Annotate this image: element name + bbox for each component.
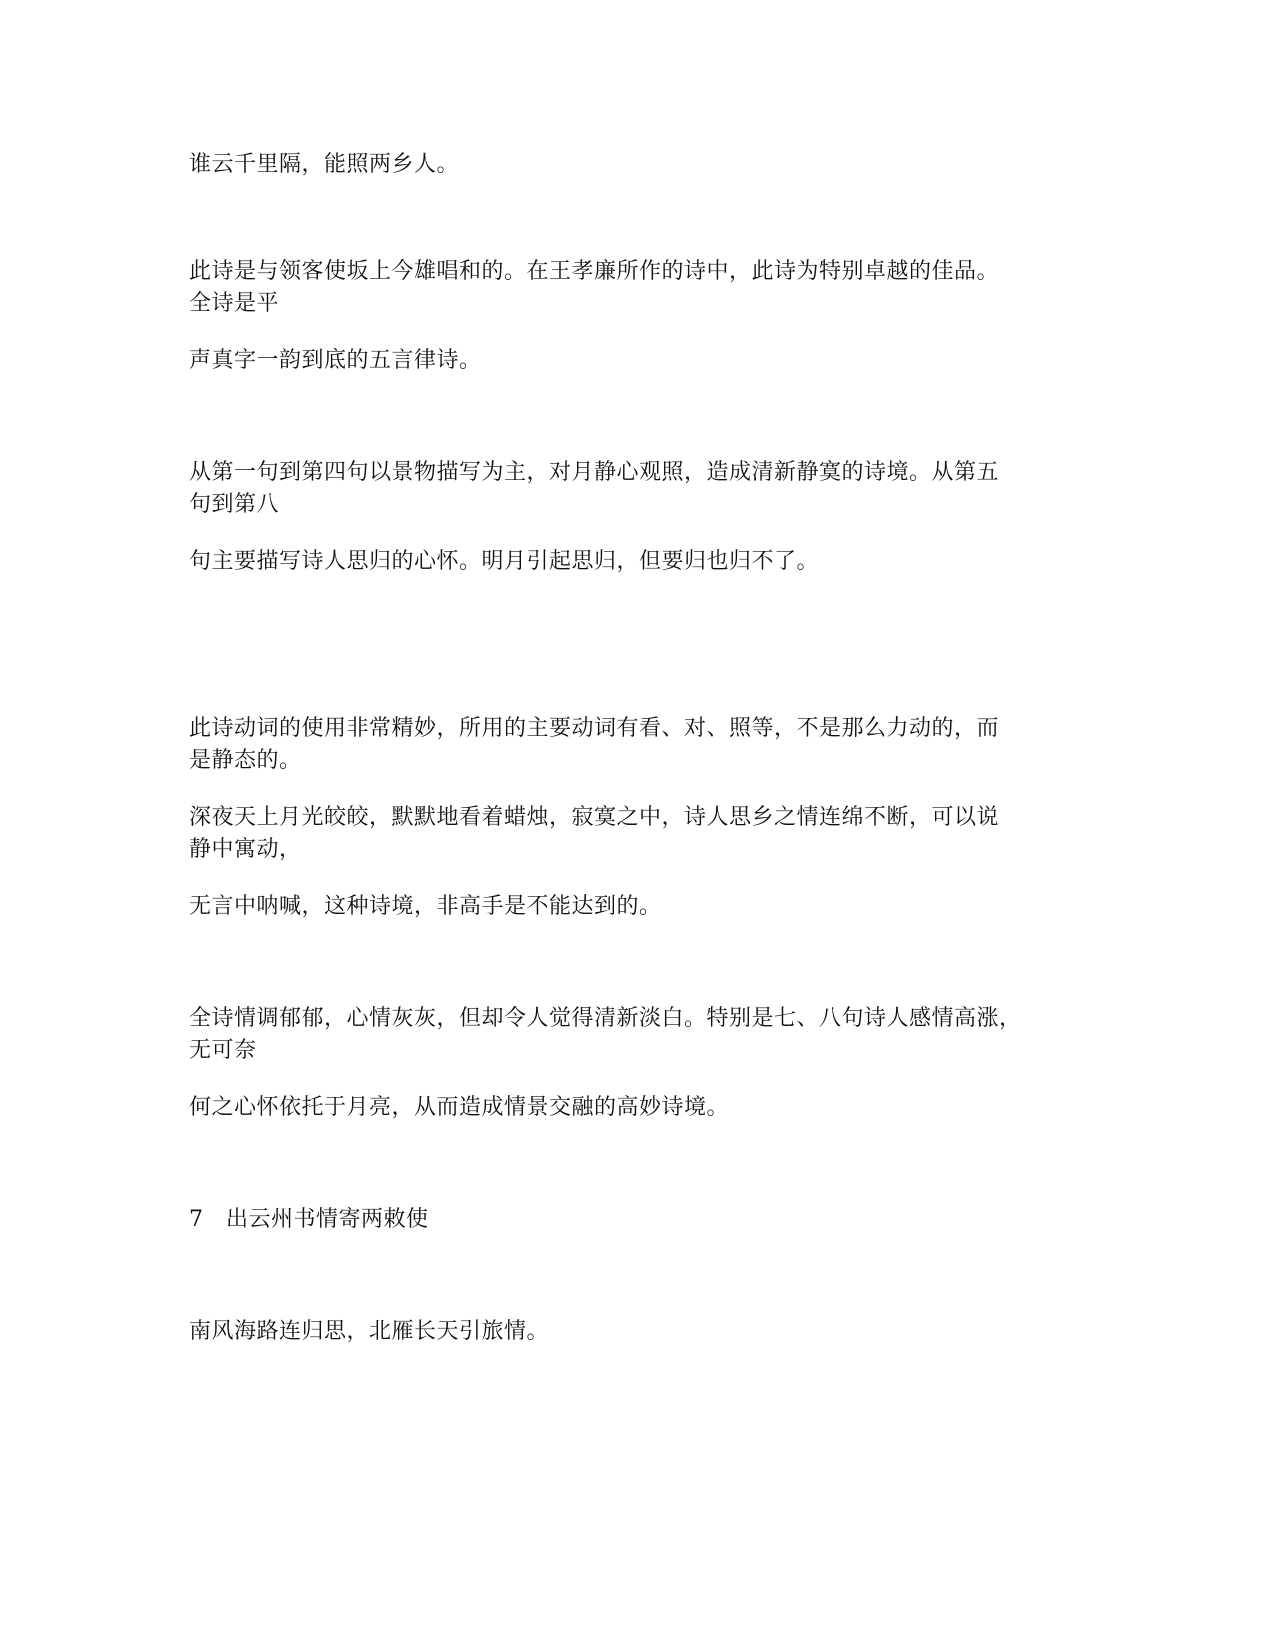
paragraph-line: 句主要描写诗人思归的心怀。明月引起思归，但要归也归不了。 [189, 549, 820, 574]
paragraph-line: 此诗动词的使用非常精妙，所用的主要动词有看、对、照等，不是那么力动的，而 [189, 716, 1000, 741]
paragraph-line: 深夜天上月光皎皎，默默地看着蜡烛，寂寞之中，诗人思乡之情连绵不断，可以说 [189, 805, 1000, 830]
paragraph-line: 全诗是平 [189, 291, 280, 316]
paragraph-line: 是静态的。 [189, 748, 302, 773]
paragraph-line: 无可奈 [189, 1038, 257, 1063]
paragraph-line: 无言中呐喊，这种诗境，非高手是不能达到的。 [189, 894, 662, 919]
poem-line: 谁云千里隔，能照两乡人。 [189, 152, 460, 177]
section-heading: 7 出云州书情寄两敕使 [189, 1207, 429, 1232]
paragraph-line: 静中寓动， [189, 837, 302, 862]
paragraph-line: 此诗是与领客使坂上今雄唱和的。在王孝廉所作的诗中，此诗为特别卓越的佳品。 [189, 259, 1000, 284]
paragraph-line: 从第一句到第四句以景物描写为主，对月静心观照，造成清新静寞的诗境。从第五 [189, 460, 1000, 485]
paragraph-line: 句到第八 [189, 492, 280, 517]
paragraph-line: 全诗情调郁郁，心情灰灰，但却令人觉得清新淡白。特别是七、八句诗人感情高涨， [189, 1006, 1022, 1031]
paragraph-line: 何之心怀依托于月亮，从而造成情景交融的高妙诗境。 [189, 1095, 730, 1120]
paragraph-line: 声真字一韵到底的五言律诗。 [189, 348, 482, 373]
poem-line: 南风海路连归思，北雁长天引旅情。 [189, 1319, 550, 1344]
